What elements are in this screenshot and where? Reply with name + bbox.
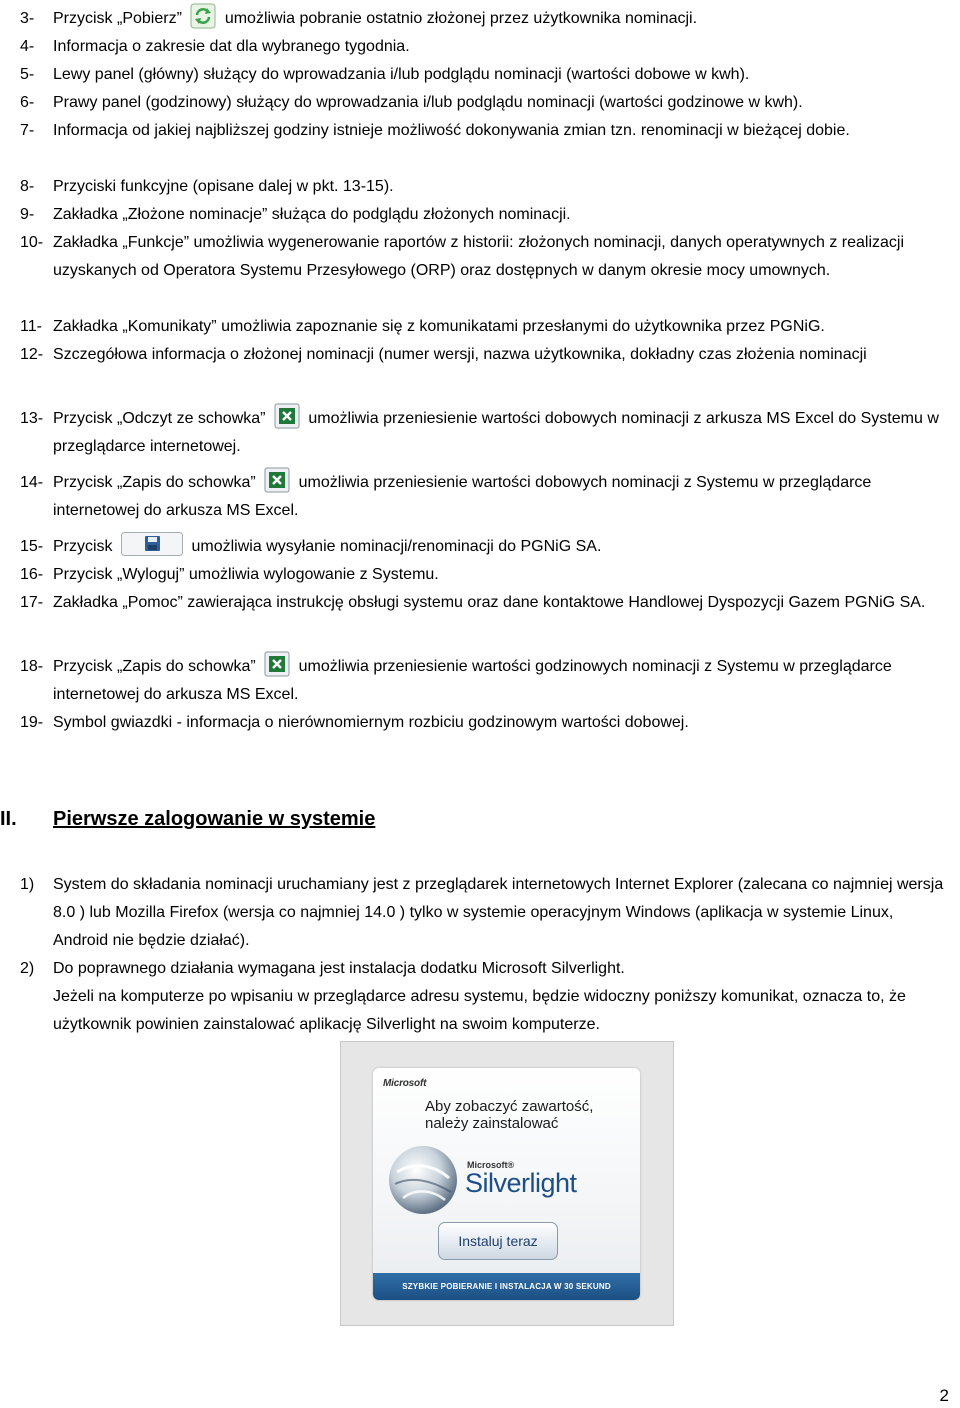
list-item (20, 341, 950, 369)
item-text: Zakładka „Komunikaty” umożliwia zapoznanie się z komunikatami przesłanymi do użytkownika przez PGNiG. (53, 318, 825, 335)
list-item (20, 229, 950, 285)
item-number: 14- (20, 474, 44, 491)
page-number: 2 (939, 1386, 949, 1405)
excel-icon (264, 467, 290, 493)
list-item (20, 313, 950, 341)
silverlight-footer-bar: SZYBKIE POBIERANIE I INSTALACJA W 30 SEKUND (373, 1273, 640, 1300)
list-item (20, 5, 950, 33)
item-text-before: Przycisk „Odczyt ze schowka” (53, 410, 266, 427)
item-number: 19- (20, 714, 44, 731)
list-item (20, 405, 950, 461)
item-number: 6- (20, 94, 35, 111)
item-number: 13- (20, 410, 44, 427)
item-number: 2) (20, 960, 35, 977)
save-icon (121, 532, 183, 556)
list-item (20, 561, 950, 589)
item-number: 17- (20, 594, 44, 611)
item-number: 12- (20, 346, 44, 363)
excel-icon (264, 651, 290, 677)
item-number: 8- (20, 178, 35, 195)
section-number: II. (0, 808, 17, 830)
list-item (20, 709, 950, 737)
item-text-after: umożliwia przeniesienie wartości godzinowych nominacji z Systemu w przeglądarce internetowej do arkusza MS Excel. (53, 658, 892, 703)
install-now-button[interactable]: Instaluj teraz (438, 1222, 558, 1260)
item-number: 4- (20, 38, 35, 55)
item-text-continued: Jeżeli na komputerze po wpisaniu w przeglądarce adresu systemu, będzie widoczny poniższy komunikat, oznacza to, że użytkownik powinien zainstalować aplikację Silverlight na swoim komputerze. (53, 988, 906, 1033)
numbered-item (20, 955, 950, 1039)
item-number: 5- (20, 66, 35, 83)
list-item (20, 33, 950, 61)
item-number: 3- (20, 10, 35, 27)
item-number: 10- (20, 234, 44, 251)
section-title: Pierwsze zalogowanie w systemie (53, 808, 376, 830)
list-item (20, 117, 950, 145)
item-text-before: Przycisk „Zapis do schowka” (53, 658, 256, 675)
item-number: 18- (20, 658, 44, 675)
item-text: Zakładka „Złożone nominacje” służąca do podglądu złożonych nominacji. (53, 206, 571, 223)
silverlight-headline: Aby zobaczyć zawartość, należy zainstalować (425, 1098, 594, 1132)
microsoft-logo: Microsoft (383, 1078, 427, 1089)
silverlight-install-card (373, 1068, 640, 1300)
list-item (20, 61, 950, 89)
item-text: Przyciski funkcyjne (opisane dalej w pkt. 13-15). (53, 178, 394, 195)
item-text-after: umożliwia przeniesienie wartości dobowych nominacji z arkusza MS Excel do Systemu w przeglądarce internetowej. (53, 410, 939, 455)
item-text: Szczegółowa informacja o złożonej nominacji (numer wersji, nazwa użytkownika, dokładny czas złożenia nominacji (53, 346, 867, 363)
refresh-icon (190, 3, 216, 29)
item-text: Lewy panel (główny) służący do wprowadzania i/lub podglądu nominacji (wartości dobowe w kwh). (53, 66, 750, 83)
list-item (20, 469, 950, 525)
list-item (20, 533, 950, 561)
item-text: Informacja od jakiej najbliższej godziny istnieje możliwość dokonywania zmian tzn. renominacji w bieżącej dobie. (53, 122, 850, 139)
silverlight-logo-icon (385, 1142, 461, 1218)
item-number: 15- (20, 538, 44, 555)
item-number: 7- (20, 122, 35, 139)
numbered-item (20, 871, 950, 955)
list-item (20, 173, 950, 201)
silverlight-prompt-screenshot (340, 1041, 674, 1326)
item-text: Informacja o zakresie dat dla wybranego tygodnia. (53, 38, 410, 55)
silverlight-brand-prefix: Microsoft® (467, 1160, 515, 1170)
silverlight-brand (465, 1168, 577, 1199)
list-item (20, 589, 950, 617)
item-text: Do poprawnego działania wymagana jest instalacja dodatku Microsoft Silverlight. (53, 960, 625, 977)
item-text-before: Przycisk „Zapis do schowka” (53, 474, 256, 491)
item-text: Przycisk „Wyloguj” umożliwia wylogowanie z Systemu. (53, 566, 439, 583)
item-text: Zakładka „Pomoc” zawierająca instrukcję obsługi systemu oraz dane kontaktowe Handlowej Dyspozycji Gazem PGNiG SA. (53, 594, 926, 611)
item-text-after: umożliwia pobranie ostatnio złożonej przez użytkownika nominacji. (224, 10, 698, 27)
item-text: Zakładka „Funkcje” umożliwia wygenerowanie raportów z historii: złożonych nominacji, danych operatywnych z realizacji uzyskanych od Operatora Systemu Przesyłowego (ORP) oraz dostępnych w danym okresie mocy umownych. (53, 234, 905, 279)
item-text-before: Przycisk (53, 538, 113, 555)
item-text: Symbol gwiazdki - informacja o nierównomiernym rozbiciu godzinowym wartości dobowej. (53, 714, 689, 731)
item-text: Prawy panel (godzinowy) służący do wprowadzania i/lub podglądu nominacji (wartości godzinowe w kwh). (53, 94, 803, 111)
item-number: 11- (20, 318, 42, 335)
list-item (20, 89, 950, 117)
item-number: 1) (20, 876, 35, 893)
list-item (20, 653, 950, 709)
item-text-after: umożliwia wysyłanie nominacji/renominacji do PGNiG SA. (191, 538, 602, 555)
section-heading (0, 803, 900, 835)
item-number: 9- (20, 206, 35, 223)
item-text-after: umożliwia przeniesienie wartości dobowych nominacji z Systemu w przeglądarce internetowej do arkusza MS Excel. (53, 474, 872, 519)
item-number: 16- (20, 566, 44, 583)
item-text-before: Przycisk „Pobierz” (53, 10, 182, 27)
silverlight-brand-text: Silverlight (465, 1168, 577, 1198)
item-text: System do składania nominacji uruchamiany jest z przeglądarek internetowych Internet Explorer (zalecana co najmniej wersja 8.0 ) lub Mozilla Firefox (wersja co najmniej 14.0 ) tylko w systemie operacyjnym Windows (aplikacja w systemie Linux, Android nie będzie działać). (53, 876, 944, 949)
excel-icon (274, 403, 300, 429)
list-item (20, 201, 950, 229)
